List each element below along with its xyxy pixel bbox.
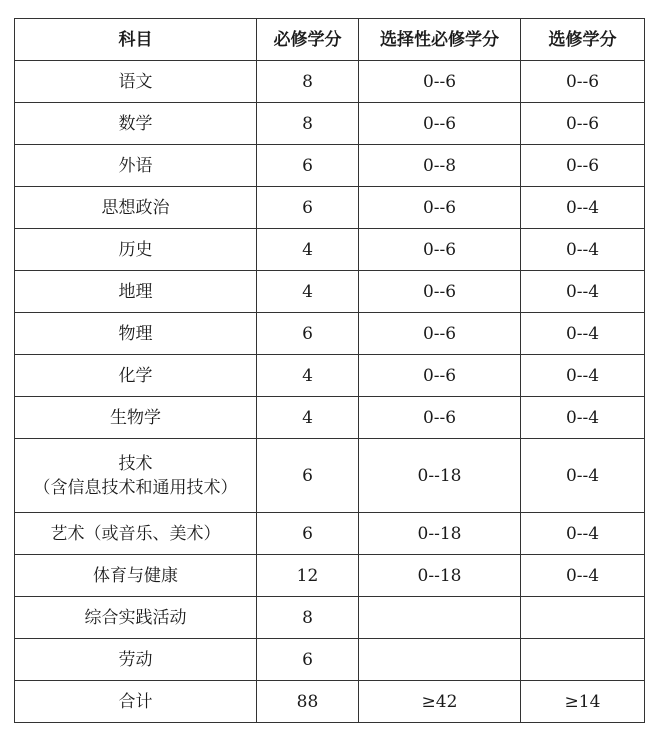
elective-required-cell: 0--6 <box>359 397 521 439</box>
subject-note-label: （含信息技术和通用技术） <box>33 477 238 498</box>
required-cell: 6 <box>257 639 359 681</box>
table-row <box>15 313 645 355</box>
table-row <box>15 397 645 439</box>
subject-cell: 生物学 <box>15 397 257 439</box>
elective-required-cell <box>359 597 521 639</box>
total-elective-required-cell: ≥42 <box>359 681 521 723</box>
required-cell: 8 <box>257 597 359 639</box>
elective-cell: 0--4 <box>521 397 645 439</box>
elective-cell: 0--4 <box>521 439 645 513</box>
subject-cell: 劳动 <box>15 639 257 681</box>
header-elective-credits: 选修学分 <box>521 19 645 61</box>
required-cell: 4 <box>257 397 359 439</box>
elective-cell: 0--6 <box>521 103 645 145</box>
table-row <box>15 145 645 187</box>
table-row <box>15 229 645 271</box>
required-cell: 6 <box>257 439 359 513</box>
elective-required-cell: 0--6 <box>359 103 521 145</box>
required-cell: 6 <box>257 513 359 555</box>
subject-cell: 外语 <box>15 145 257 187</box>
subject-cell: 体育与健康 <box>15 555 257 597</box>
table-row <box>15 103 645 145</box>
elective-cell: 0--6 <box>521 61 645 103</box>
header-subject: 科目 <box>15 19 257 61</box>
elective-required-cell: 0--6 <box>359 271 521 313</box>
subject-main-label: 技术 <box>118 453 153 474</box>
elective-required-cell: 0--6 <box>359 229 521 271</box>
elective-required-cell: 0--6 <box>359 187 521 229</box>
subject-cell: 数学 <box>15 103 257 145</box>
subject-cell: 综合实践活动 <box>15 597 257 639</box>
table-row <box>15 187 645 229</box>
subject-cell: 语文 <box>15 61 257 103</box>
elective-cell: 0--4 <box>521 313 645 355</box>
table-row <box>15 639 645 681</box>
table-total-row <box>15 681 645 723</box>
required-cell: 4 <box>257 229 359 271</box>
subject-cell: 地理 <box>15 271 257 313</box>
total-label-cell: 合计 <box>15 681 257 723</box>
elective-required-cell: 0--6 <box>359 313 521 355</box>
subject-cell: 思想政治 <box>15 187 257 229</box>
subject-cell: 历史 <box>15 229 257 271</box>
table-header-row <box>15 19 645 61</box>
elective-cell: 0--4 <box>521 355 645 397</box>
table-row <box>15 439 645 513</box>
required-cell: 4 <box>257 271 359 313</box>
total-required-cell: 88 <box>257 681 359 723</box>
elective-required-cell: 0--6 <box>359 355 521 397</box>
table-row <box>15 61 645 103</box>
elective-cell: 0--4 <box>521 555 645 597</box>
elective-cell <box>521 639 645 681</box>
elective-cell <box>521 597 645 639</box>
subject-cell <box>15 439 257 513</box>
elective-cell: 0--4 <box>521 229 645 271</box>
table-row <box>15 513 645 555</box>
elective-required-cell: 0--18 <box>359 513 521 555</box>
table-row <box>15 597 645 639</box>
elective-required-cell: 0--18 <box>359 439 521 513</box>
credit-table <box>14 18 645 723</box>
required-cell: 6 <box>257 313 359 355</box>
header-required-credits: 必修学分 <box>257 19 359 61</box>
elective-required-cell: 0--18 <box>359 555 521 597</box>
elective-cell: 0--4 <box>521 187 645 229</box>
elective-required-cell: 0--8 <box>359 145 521 187</box>
table-row <box>15 555 645 597</box>
table-row <box>15 271 645 313</box>
elective-cell: 0--6 <box>521 145 645 187</box>
elective-cell: 0--4 <box>521 271 645 313</box>
table-row <box>15 355 645 397</box>
required-cell: 6 <box>257 187 359 229</box>
required-cell: 12 <box>257 555 359 597</box>
subject-cell: 化学 <box>15 355 257 397</box>
required-cell: 8 <box>257 61 359 103</box>
subject-cell: 艺术（或音乐、美术） <box>15 513 257 555</box>
elective-cell: 0--4 <box>521 513 645 555</box>
total-elective-cell: ≥14 <box>521 681 645 723</box>
elective-required-cell <box>359 639 521 681</box>
required-cell: 6 <box>257 145 359 187</box>
required-cell: 4 <box>257 355 359 397</box>
required-cell: 8 <box>257 103 359 145</box>
header-elective-required-credits: 选择性必修学分 <box>359 19 521 61</box>
elective-required-cell: 0--6 <box>359 61 521 103</box>
subject-cell: 物理 <box>15 313 257 355</box>
